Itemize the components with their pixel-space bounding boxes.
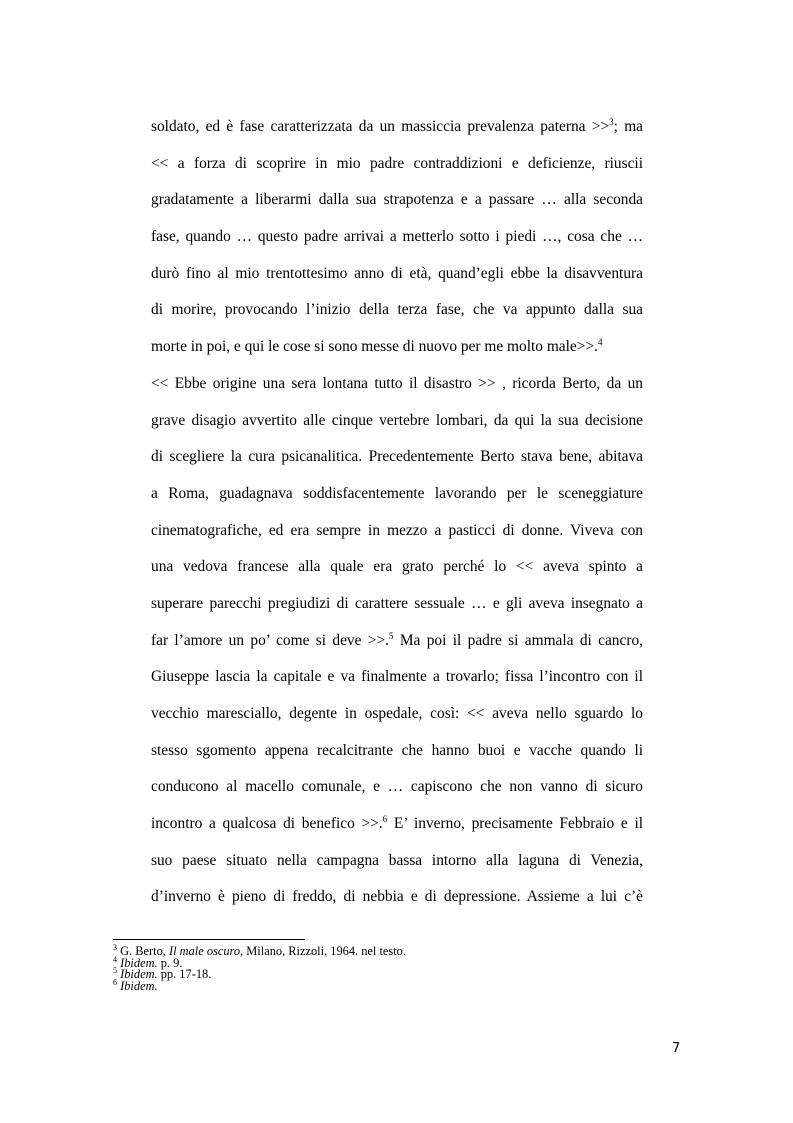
body-line xyxy=(151,843,643,880)
footnote-number: 4 xyxy=(113,954,117,964)
text-run: gradatamente a liberarmi dalla sua strapotenza e a passare … alla seconda xyxy=(151,191,643,209)
body-line xyxy=(151,292,643,329)
text-run: vecchio maresciallo, degente in ospedale, così: << aveva nello sguardo lo xyxy=(151,705,643,722)
page-number: 7 xyxy=(672,1041,681,1056)
text-run: stesso sgomento appena recalcitrante che hanno buoi e vacche quando li xyxy=(151,741,643,759)
body-line xyxy=(151,806,643,843)
footnote-text: p. 9. xyxy=(157,955,183,970)
text-run: << a forza di scoprire in mio padre contraddizioni e deficienze, riuscii xyxy=(151,154,643,172)
text-run: incontro a qualcosa di benefico >>. xyxy=(151,815,383,833)
body-line xyxy=(151,659,643,696)
text-run: di morire, provocando l’inizio della terza fase, che va appunto dalla sua xyxy=(151,301,643,319)
body-line xyxy=(151,256,643,293)
text-run: ; ma xyxy=(613,118,644,135)
footnote-ref: 6 xyxy=(382,813,388,824)
footnote-ref: 3 xyxy=(609,116,614,127)
text-run: soldato, ed è fase caratterizzata da un massiccia prevalenza paterna >> xyxy=(151,118,610,135)
body-line xyxy=(151,366,643,403)
footnote-number: 6 xyxy=(113,977,117,987)
text-run: suo paese situato nella campagna bassa intorno alla laguna di Venezia, xyxy=(151,851,643,869)
text-run: conducono al macello comunale, e … capiscono che non vanno di sicuro xyxy=(151,778,643,796)
body-line xyxy=(151,769,643,806)
text-run: morte in poi, e qui le cose si sono messe di nuovo per me molto male>>. xyxy=(151,338,598,356)
text-run: Giuseppe lascia la capitale e va finalmente a trovarlo; fissa l’incontro con il xyxy=(151,668,643,686)
body-line xyxy=(151,586,643,623)
body-line xyxy=(151,146,643,183)
body-line xyxy=(151,549,643,586)
footnote-text: , Milano, Rizzoli, 1964. nel testo. xyxy=(240,944,406,958)
footnote xyxy=(113,966,673,982)
body-line xyxy=(151,733,643,770)
footnote xyxy=(113,942,673,958)
text-run: E’ inverno, precisamente Febbraio e il xyxy=(387,815,644,833)
footnote-text: G. Berto, xyxy=(117,944,169,958)
footnotes xyxy=(113,942,673,993)
footnote-ref: 4 xyxy=(597,337,603,347)
body-line xyxy=(151,623,643,660)
text-run: far l’amore un po’ come si deve >>. xyxy=(151,631,389,649)
text-run: << Ebbe origine una sera lontana tutto il disastro >> , ricorda Berto, da un xyxy=(151,374,643,392)
footnote-italic: Ibidem. xyxy=(120,955,158,970)
footnote-text: pp. 17-18. xyxy=(157,967,212,982)
text-run: fase, quando … questo padre arrivai a metterlo sotto i piedi …, cosa che … xyxy=(151,228,643,246)
body-line xyxy=(151,879,643,916)
text-run: durò fino al mio trentottesimo anno di età, quand’egli ebbe la disavventura xyxy=(151,264,643,282)
body-line xyxy=(151,476,643,513)
footnote-italic: Ibidem. xyxy=(120,978,158,993)
footnote-separator xyxy=(113,939,305,940)
text-run: a Roma, guadagnava soddisfacentemente lavorando per le sceneggiature xyxy=(151,484,643,502)
body-line xyxy=(151,403,643,440)
body-line xyxy=(151,109,643,146)
footnote-number: 3 xyxy=(113,942,117,952)
footnote xyxy=(113,977,673,993)
footnote-italic: Ibidem. xyxy=(120,967,158,982)
text-run: d’inverno è pieno di freddo, di nebbia e di depressione. Assieme a lui c’è xyxy=(151,888,643,906)
body-line xyxy=(151,696,643,733)
footnote-number: 5 xyxy=(113,966,117,976)
text-run: Ma poi il padre si ammala di cancro, xyxy=(393,631,643,649)
text-run: cinematografiche, ed era sempre in mezzo a pasticci di donne. Viveva con xyxy=(151,521,643,539)
body-text xyxy=(151,109,643,916)
footnote-italic: Il male oscuro xyxy=(168,944,241,958)
text-run: superare parecchi pregiudizi di carattere sessuale … e gli aveva insegnato a xyxy=(151,594,643,612)
body-line xyxy=(151,439,643,476)
body-line xyxy=(151,182,643,219)
text-run: una vedova francese alla quale era grato perché lo << aveva spinto a xyxy=(151,558,643,576)
text-run: grave disagio avvertito alle cinque vertebre lombari, da qui la sua decisione xyxy=(151,411,643,429)
body-line xyxy=(151,513,643,550)
footnote-ref: 5 xyxy=(389,630,394,641)
body-line xyxy=(151,219,643,256)
body-line xyxy=(151,329,643,366)
text-run: di scegliere la cura psicanalitica. Precedentemente Berto stava bene, abitava xyxy=(151,448,643,466)
